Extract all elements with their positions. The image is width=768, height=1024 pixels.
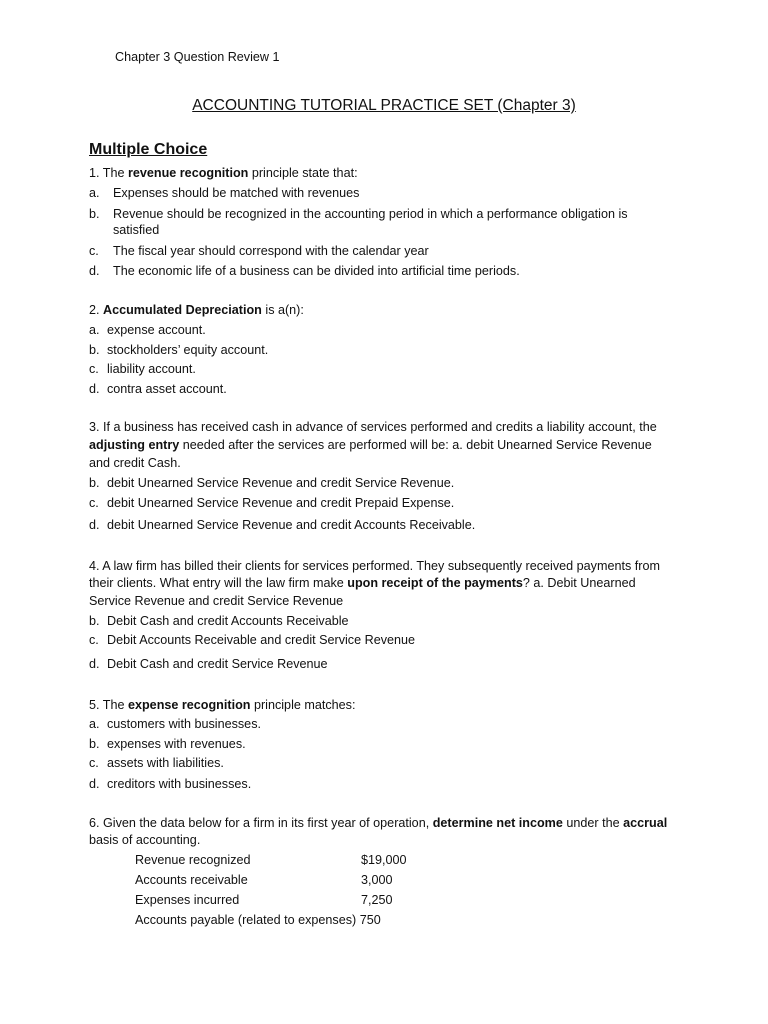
data-row-label: [135, 912, 381, 928]
question-1-number: 1. The: [89, 166, 128, 180]
data-row-label: Expenses incurred: [135, 893, 240, 907]
question-5-number: 5. The: [89, 698, 128, 712]
document-title: ACCOUNTING TUTORIAL PRACTICE SET (Chapter 3): [192, 97, 576, 114]
question-4-line-2: [89, 575, 636, 591]
page-header: Chapter 3 Question Review 1: [115, 50, 280, 64]
option-text: creditors with businesses.: [107, 777, 252, 791]
question-4-term: upon receipt of the payments: [347, 576, 523, 590]
question-4-text: their clients. What entry will the law firm make: [89, 576, 348, 590]
question-6-term-2: accrual: [623, 816, 668, 830]
option-letter: b.: [89, 737, 100, 751]
question-1-option-d: [89, 263, 520, 279]
option-letter: c.: [89, 244, 99, 258]
option-text: Debit Cash and credit Service Revenue: [107, 657, 328, 671]
question-6-term-1: determine net income: [432, 816, 563, 830]
question-3-line-1: 3. If a business has received cash in advance of services performed and credits a liability account, the: [89, 420, 657, 434]
question-1-option-a: [89, 185, 359, 201]
question-6-text: 6. Given the data below for a firm in its first year of operation,: [89, 816, 433, 830]
data-row-label: Revenue recognized: [135, 853, 251, 867]
option-text: debit Unearned Service Revenue and credit Prepaid Expense.: [107, 496, 455, 510]
question-2-number: 2.: [89, 303, 104, 317]
question-5-option-a: [89, 716, 261, 732]
question-5-option-d: [89, 776, 251, 792]
option-text: customers with businesses.: [107, 717, 261, 731]
option-text: Expenses should be matched with revenues: [113, 186, 360, 200]
data-row-label: Accounts receivable: [135, 873, 248, 887]
option-text: assets with liabilities.: [107, 756, 224, 770]
question-2-option-d: [89, 381, 227, 397]
option-text: stockholders’ equity account.: [107, 343, 269, 357]
option-text: debit Unearned Service Revenue and credit Accounts Receivable.: [107, 518, 476, 532]
option-text: Debit Cash and credit Accounts Receivable: [107, 614, 349, 628]
question-4-text-tail: ? a. Debit Unearned: [522, 576, 636, 590]
option-letter: d.: [89, 777, 100, 791]
question-2-term: Accumulated Depreciation: [103, 303, 262, 317]
data-row-value: 7,250: [361, 893, 393, 907]
question-4-option-c: [89, 632, 415, 648]
option-letter: a.: [89, 323, 100, 337]
option-letter: d.: [89, 657, 100, 671]
question-5-text: principle matches:: [250, 698, 356, 712]
question-2-text: is a(n):: [261, 303, 304, 317]
section-heading: Multiple Choice: [89, 141, 208, 158]
data-row-value: 3,000: [361, 873, 393, 887]
option-text: expenses with revenues.: [107, 737, 246, 751]
option-letter: b.: [89, 476, 100, 490]
question-1-text: principle state that:: [248, 166, 358, 180]
question-3-term: adjusting entry: [89, 438, 180, 452]
option-text: Debit Accounts Receivable and credit Service Revenue: [107, 633, 416, 647]
question-2-stem: [89, 302, 304, 318]
option-letter: a.: [89, 186, 100, 200]
option-text: liability account.: [107, 362, 196, 376]
question-1-option-b-continuation: satisfied: [113, 223, 160, 237]
option-text: The fiscal year should correspond with the calendar year: [113, 244, 429, 258]
question-3-option-c: [89, 495, 454, 511]
option-letter: b.: [89, 614, 100, 628]
question-2-option-b: [89, 342, 268, 358]
question-6-line-1: [89, 815, 667, 831]
question-3-line-2: [89, 437, 652, 453]
question-6-text-mid: under the: [562, 816, 624, 830]
option-text: debit Unearned Service Revenue and credit Service Revenue.: [107, 476, 455, 490]
option-letter: c.: [89, 756, 99, 770]
question-4-line-3: Service Revenue and credit Service Revenue: [89, 594, 344, 608]
data-row-label-text: Accounts payable (related to expenses): [135, 913, 357, 927]
question-2-option-c: [89, 361, 196, 377]
question-3-line-3: and credit Cash.: [89, 456, 181, 470]
question-1-stem: [89, 165, 358, 181]
question-5-stem: [89, 697, 355, 713]
question-3-option-b: [89, 475, 454, 491]
option-letter: d.: [89, 382, 100, 396]
option-text: expense account.: [107, 323, 206, 337]
question-3-option-d: [89, 517, 475, 533]
data-row-value: 750: [359, 913, 381, 927]
question-4-option-d: [89, 656, 328, 672]
question-6-line-2: basis of accounting.: [89, 833, 201, 847]
question-5-option-c: [89, 755, 224, 771]
option-letter: c.: [89, 496, 99, 510]
question-4-line-1: 4. A law firm has billed their clients for services performed. They subsequently received payments from: [89, 559, 660, 573]
question-1-option-b: [89, 206, 628, 222]
option-letter: a.: [89, 717, 100, 731]
option-letter: c.: [89, 362, 99, 376]
option-letter: d.: [89, 264, 100, 278]
option-letter: b.: [89, 207, 100, 221]
option-letter: c.: [89, 633, 99, 647]
option-letter: b.: [89, 343, 100, 357]
data-row-value: $19,000: [361, 853, 407, 867]
question-5-option-b: [89, 736, 246, 752]
question-2-option-a: [89, 322, 206, 338]
question-4-option-b: [89, 613, 349, 629]
question-1-term: revenue recognition: [127, 166, 249, 180]
option-letter: d.: [89, 518, 100, 532]
option-text: Revenue should be recognized in the accounting period in which a performance obligation is: [113, 207, 628, 221]
option-text: The economic life of a business can be divided into artificial time periods.: [113, 264, 520, 278]
option-text: contra asset account.: [107, 382, 227, 396]
question-3-text: needed after the services are performed will be: a. debit Unearned Service Revenue: [179, 438, 652, 452]
question-1-option-c: [89, 243, 429, 259]
question-5-term: expense recognition: [127, 698, 251, 712]
